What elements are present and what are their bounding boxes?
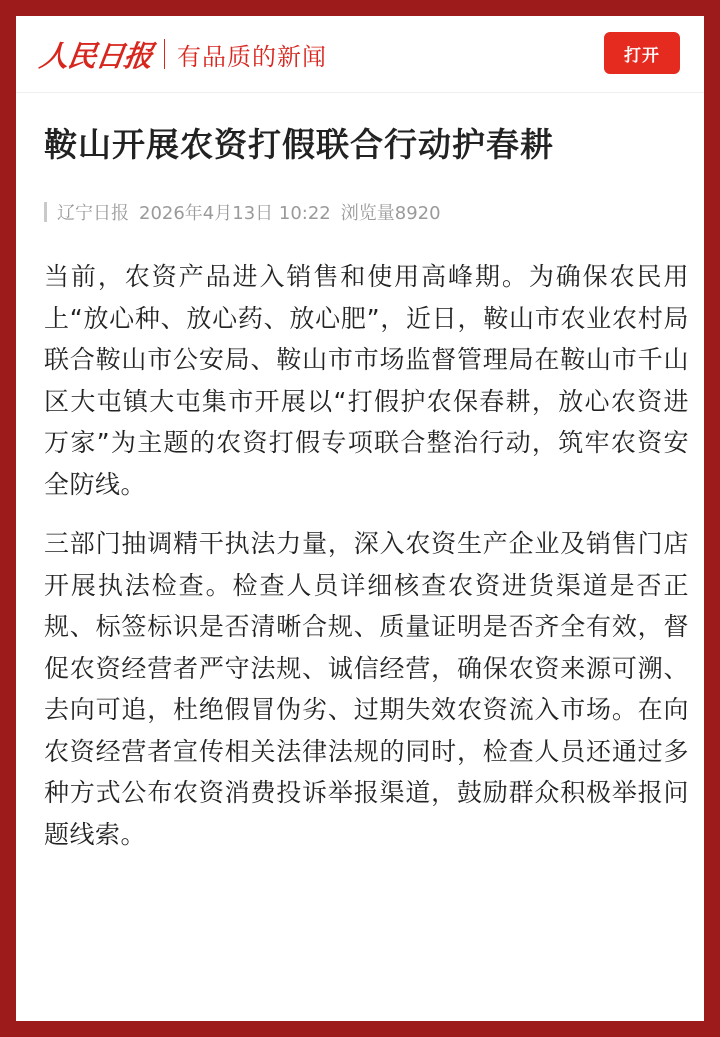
- open-app-button[interactable]: 打开: [604, 32, 680, 74]
- article-title: 鞍山开展农资打假联合行动护春耕: [44, 125, 554, 164]
- article-datetime: 2026年4月13日 10:22: [139, 203, 331, 224]
- article-paragraph: 当前，农资产品进入销售和使用高峰期。为确保农民用上“放心种、放心药、放心肥”，近日，鞍山市农业农村局联合鞍山市公安局、鞍山市市场监督管理局在鞍山市千山区大屯镇大屯集市开展以“打假护农保春耕，放心农资进万家”为主题的农资打假专项联合整治行动，筑牢农资安全防线。: [44, 262, 689, 499]
- brand: [37, 34, 328, 74]
- article-meta: [44, 199, 451, 225]
- brand-slogan: 有品质的新闻: [177, 42, 328, 71]
- brand-divider: [164, 39, 165, 69]
- meta-accent-bar: [44, 202, 47, 222]
- article-source: 辽宁日报: [57, 203, 129, 224]
- app-header: [16, 16, 704, 92]
- article-card: [16, 16, 704, 1021]
- people-daily-logo: 人民日报: [37, 38, 155, 73]
- article-views: 浏览量8920: [340, 203, 441, 224]
- article-paragraph: 三部门抽调精干执法力量，深入农资生产企业及销售门店开展执法检查。检查人员详细核查农资进货渠道是否正规、标签标识是否清晰合规、质量证明是否齐全有效，督促农资经营者严守法规、诚信经营，确保农资来源可溯、去向可追，杜绝假冒伪劣、过期失效农资流入市场。在向农资经营者宣传相关法律法规的同时，检查人员还通过多种方式公布农资消费投诉举报渠道，鼓励群众积极举报问题线索。: [44, 529, 689, 849]
- article-body: [44, 256, 689, 873]
